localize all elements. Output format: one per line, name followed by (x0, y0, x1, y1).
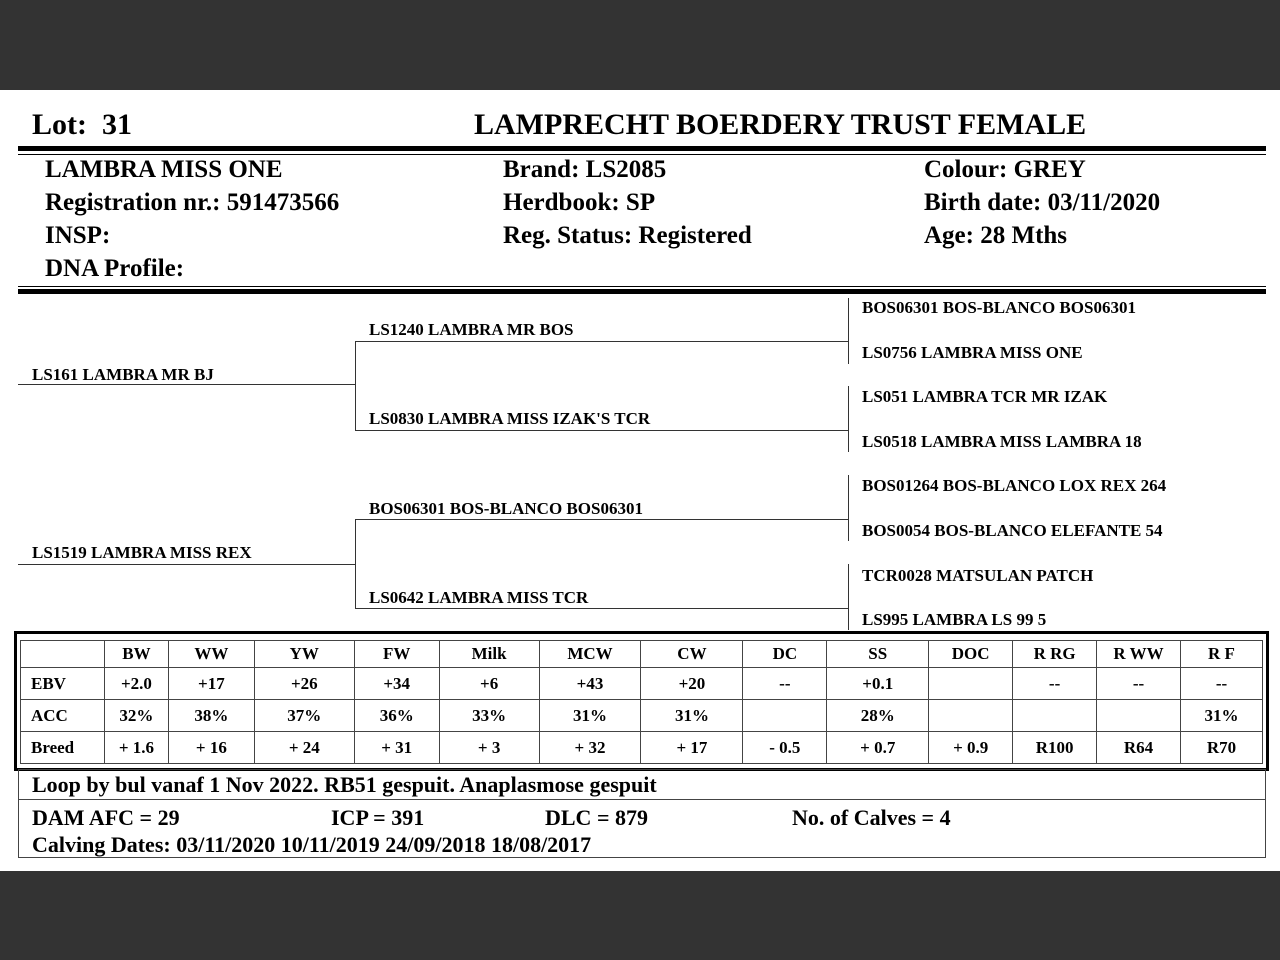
pedigree-ggp-3: LS051 LAMBRA TCR MR IZAK (862, 387, 1108, 406)
acc-row-label: ACC (21, 700, 105, 732)
acc-cell: 38% (168, 700, 254, 732)
pedigree-dam: LS1519 LAMBRA MISS REX (32, 543, 252, 562)
ebv-corner-cell (21, 641, 105, 668)
info-divider-thin (18, 286, 1266, 287)
ebv-cell: -- (1180, 668, 1262, 700)
ebv-col-header: R WW (1097, 641, 1181, 668)
registration-number: Registration nr.: 591473566 (45, 189, 340, 216)
pedigree-line (355, 608, 848, 609)
ebv-cell (929, 668, 1013, 700)
brand: Brand: LS2085 (503, 156, 667, 183)
pedigree-bracket (848, 386, 849, 452)
lot-sheet (0, 90, 1280, 871)
breed-cell: + 24 (254, 732, 354, 764)
age: Age: 28 Mths (924, 222, 1068, 249)
header-divider (18, 146, 1266, 151)
birth-date: Birth date: 03/11/2020 (924, 189, 1161, 216)
ebv-col-header: CW (641, 641, 743, 668)
notes-box (18, 769, 1266, 800)
pedigree-ggp-2: LS0756 LAMBRA MISS ONE (862, 343, 1083, 362)
pedigree-ggp-4: LS0518 LAMBRA MISS LAMBRA 18 (862, 432, 1142, 451)
pedigree-ggp-1: BOS06301 BOS-BLANCO BOS06301 (862, 298, 1136, 317)
breed-cell: + 3 (439, 732, 539, 764)
acc-cell: 36% (354, 700, 439, 732)
breed-cell: R64 (1097, 732, 1181, 764)
ebv-cell: -- (1097, 668, 1181, 700)
pedigree-ggp-6: BOS0054 BOS-BLANCO ELEFANTE 54 (862, 521, 1163, 540)
ebv-col-header: FW (354, 641, 439, 668)
page-title: LAMPRECHT BOERDERY TRUST FEMALE (474, 108, 1087, 141)
ebv-col-header: DOC (929, 641, 1013, 668)
reg-status: Reg. Status: Registered (503, 222, 752, 249)
acc-cell: 33% (439, 700, 539, 732)
pedigree-line (355, 341, 848, 342)
pedigree-line (355, 430, 848, 431)
no-of-calves: No. of Calves = 4 (792, 805, 951, 830)
pedigree-bracket (848, 564, 849, 630)
calving-dates: Calving Dates: 03/11/2020 10/11/2019 24/09/2018 18/08/2017 (32, 832, 592, 857)
pedigree-sire-dam: LS0830 LAMBRA MISS IZAK'S TCR (369, 409, 651, 428)
breed-cell: + 0.9 (929, 732, 1013, 764)
pedigree-line (18, 384, 355, 385)
ebv-col-header: DC (743, 641, 827, 668)
colour: Colour: GREY (924, 156, 1086, 183)
breed-row-label: Breed (21, 732, 105, 764)
acc-cell: 31% (641, 700, 743, 732)
animal-name: LAMBRA MISS ONE (45, 156, 283, 183)
icp: ICP = 391 (331, 805, 425, 830)
pedigree-line (355, 519, 848, 520)
info-divider (18, 289, 1266, 294)
dam-afc: DAM AFC = 29 (32, 805, 180, 830)
acc-cell: 32% (104, 700, 168, 732)
acc-cell: 37% (254, 700, 354, 732)
acc-cell: 31% (1180, 700, 1262, 732)
breed-cell: R100 (1013, 732, 1097, 764)
insp: INSP: (45, 222, 111, 249)
ebv-cell: +0.1 (827, 668, 929, 700)
ebv-col-header: WW (168, 641, 254, 668)
acc-row (21, 700, 1263, 732)
header-divider-thin (18, 154, 1266, 155)
ebv-col-header: Milk (439, 641, 539, 668)
ebv-col-header: SS (827, 641, 929, 668)
breed-cell: + 0.7 (827, 732, 929, 764)
ebv-row (21, 668, 1263, 700)
lot-header (32, 108, 132, 142)
pedigree-dam-sire: BOS06301 BOS-BLANCO BOS06301 (369, 499, 643, 518)
calving-box (18, 799, 1266, 858)
pedigree-dam-dam: LS0642 LAMBRA MISS TCR (369, 588, 589, 607)
pedigree-ggp-5: BOS01264 BOS-BLANCO LOX REX 264 (862, 476, 1167, 495)
ebv-col-header: MCW (539, 641, 641, 668)
ebv-row-label: EBV (21, 668, 105, 700)
acc-cell: 31% (539, 700, 641, 732)
ebv-col-header: YW (254, 641, 354, 668)
breed-cell: + 31 (354, 732, 439, 764)
dna-profile: DNA Profile: (45, 255, 185, 282)
breed-cell: - 0.5 (743, 732, 827, 764)
ebv-cell: +17 (168, 668, 254, 700)
ebv-cell: +6 (439, 668, 539, 700)
breed-cell: + 16 (168, 732, 254, 764)
ebv-cell: -- (1013, 668, 1097, 700)
dlc: DLC = 879 (545, 805, 648, 830)
ebv-col-header: BW (104, 641, 168, 668)
ebv-cell: +20 (641, 668, 743, 700)
lot-number: 31 (102, 108, 132, 141)
acc-cell (1097, 700, 1181, 732)
pedigree-ggp-7: TCR0028 MATSULAN PATCH (862, 566, 1094, 585)
breed-cell: + 17 (641, 732, 743, 764)
lot-label: Lot: (32, 108, 87, 141)
acc-cell (1013, 700, 1097, 732)
ebv-col-header: R F (1180, 641, 1262, 668)
pedigree-sire-sire: LS1240 LAMBRA MR BOS (369, 320, 574, 339)
pedigree-ggp-8: LS995 LAMBRA LS 99 5 (862, 610, 1047, 629)
ebv-header-row (21, 641, 1263, 668)
pedigree-bracket (355, 519, 356, 609)
pedigree-line (18, 564, 355, 565)
notes-text: Loop by bul vanaf 1 Nov 2022. RB51 gespuit. Anaplasmose gespuit (32, 772, 657, 797)
ebv-cell: +43 (539, 668, 641, 700)
pedigree-bracket (355, 341, 356, 431)
pedigree-bracket (848, 298, 849, 364)
ebv-col-header: R RG (1013, 641, 1097, 668)
breed-row (21, 732, 1263, 764)
ebv-table (20, 640, 1263, 764)
acc-cell (743, 700, 827, 732)
ebv-cell: -- (743, 668, 827, 700)
breed-cell: + 32 (539, 732, 641, 764)
pedigree-bracket (848, 475, 849, 541)
acc-cell (929, 700, 1013, 732)
ebv-cell: +2.0 (104, 668, 168, 700)
breed-cell: R70 (1180, 732, 1262, 764)
pedigree-sire: LS161 LAMBRA MR BJ (32, 365, 214, 384)
ebv-cell: +34 (354, 668, 439, 700)
ebv-cell: +26 (254, 668, 354, 700)
herdbook: Herdbook: SP (503, 189, 656, 216)
breed-cell: + 1.6 (104, 732, 168, 764)
acc-cell: 28% (827, 700, 929, 732)
